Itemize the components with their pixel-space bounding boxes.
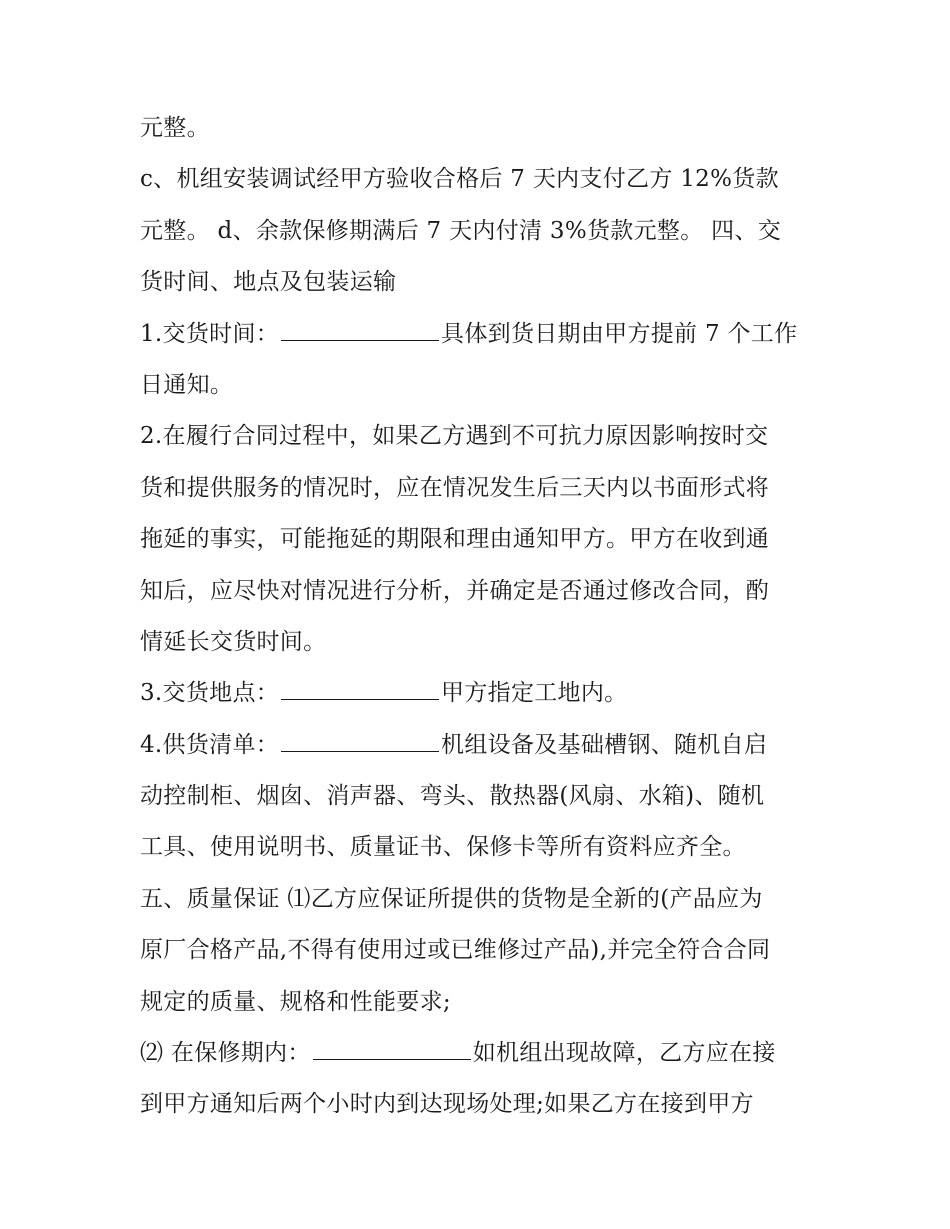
text-line: 货和提供服务的情况时，应在情况发生后三天内以书面形式将 [140, 474, 770, 501]
delivery-place-line [140, 668, 820, 719]
warranty-period-line [140, 1028, 820, 1079]
text-line: 工具、使用说明书、质量证书、保修卡等所有资料应齐全。 [140, 834, 746, 861]
warranty-period-blank [313, 1039, 471, 1060]
text-line: 拖延的事实，可能拖延的期限和理由通知甲方。甲方在收到通 [140, 526, 770, 553]
delivery-time-blank [281, 320, 439, 341]
text-line: 情延长交货时间。 [140, 628, 327, 655]
delivery-time-label: 1.交货时间： [140, 320, 280, 347]
text-line: 元整。 [140, 115, 210, 141]
delivery-time-line [140, 309, 820, 360]
supply-list-blank [281, 731, 439, 752]
delivery-time-text: 具体到货日期由甲方提前 7 个工作 [441, 320, 798, 347]
text-line: 货时间、地点及包装运输 [140, 269, 397, 296]
supply-list-line [140, 720, 820, 771]
delivery-place-text: 甲方指定工地内。 [441, 680, 628, 707]
text-line: 2.在履行合同过程中，如果乙方遇到不可抗力原因影响按时交 [140, 423, 769, 450]
text-line: 原厂合格产品,不得有使用过或已维修过产品),并完全符合合同 [140, 937, 771, 964]
warranty-period-label: ⑵ 在保修期内： [140, 1040, 311, 1067]
text-line: 规定的质量、规格和性能要求; [140, 988, 451, 1015]
contract-body [140, 103, 820, 1131]
text-line: 元整。 d、余款保修期满后 7 天内付清 3%货款元整。 四、交 [140, 217, 781, 244]
text-line: 动控制柜、烟囱、消声器、弯头、散热器(风扇、水箱)、随机 [140, 783, 765, 810]
supply-list-text: 机组设备及基础槽钢、随机自启 [441, 731, 768, 758]
supply-list-label: 4.供货清单： [140, 731, 280, 758]
text-line: 到甲方通知后两个小时内到达现场处理;如果乙方在接到甲方 [140, 1091, 754, 1118]
delivery-place-blank [281, 679, 439, 700]
text-line: c、机组安装调试经甲方验收合格后 7 天内支付乙方 12%货款 [140, 166, 779, 193]
warranty-period-text: 如机组出现故障，乙方应在接 [472, 1040, 776, 1067]
delivery-place-label: 3.交货地点： [140, 680, 280, 707]
text-line: 五、质量保证 ⑴乙方应保证所提供的货物是全新的(产品应为 [140, 885, 763, 912]
text-line: 日通知。 [140, 371, 234, 398]
text-line: 知后，应尽快对情况进行分析，并确定是否通过修改合同，酌 [140, 577, 770, 604]
